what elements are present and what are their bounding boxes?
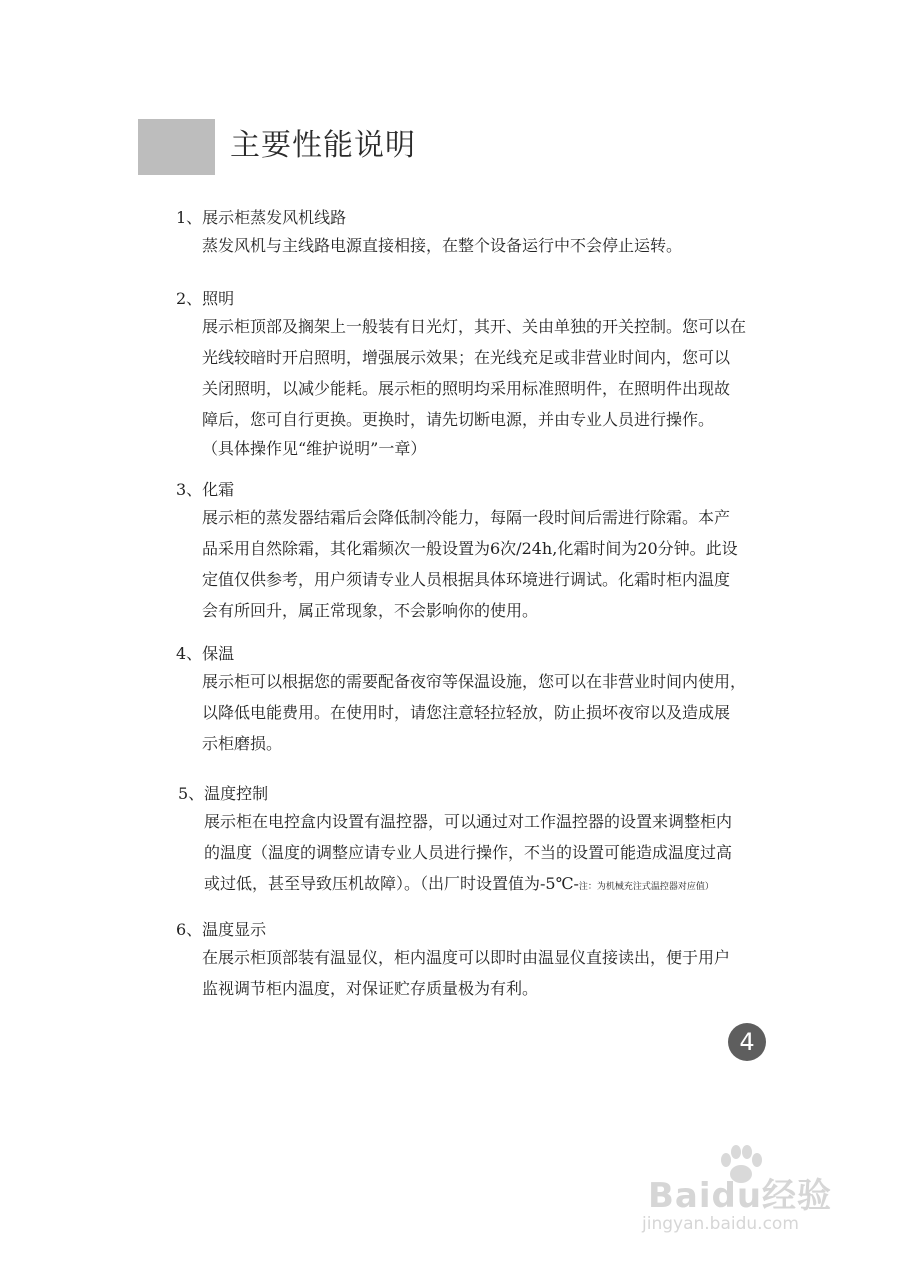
page-number-badge: 4 xyxy=(728,1023,766,1061)
watermark-brand: Baidu经验 xyxy=(648,1176,833,1216)
section-lighting xyxy=(176,287,776,462)
section-defrost xyxy=(176,478,776,626)
factory-setting-note: 注：为机械充注式温控器对应值） xyxy=(578,882,714,892)
section-line: 定值仅供参考，用户须请专业人员根据具体环境进行调试。化霜时柜内温度 xyxy=(202,570,731,589)
section-line: 蒸发风机与主线路电源直接相接，在整个设备运行中不会停止运转。 xyxy=(202,236,683,255)
section-heading: 3、化霜 xyxy=(176,480,235,499)
section-temperature-display xyxy=(176,918,776,1004)
section-line: 会有所回升，属正常现象，不会影响你的使用。 xyxy=(202,601,539,620)
section-evaporator-fan xyxy=(176,206,776,261)
section-line: 展示柜在电控盒内设置有温控器，可以通过对工作温控器的设置来调整柜内 xyxy=(204,812,733,831)
section-line: 展示柜可以根据您的需要配备夜帘等保温设施，您可以在非营业时间内使用， xyxy=(202,672,747,691)
section-heading: 6、温度显示 xyxy=(176,920,267,939)
section-line: 监视调节柜内温度，对保证贮存质量极为有利。 xyxy=(202,979,539,998)
section-line: 品采用自然除霜，其化霜频次一般设置为6次/24h,化霜时间为20分钟。此设 xyxy=(202,539,738,558)
section-line: 以降低电能费用。在使用时，请您注意轻拉轻放，防止损坏夜帘以及造成展 xyxy=(202,703,731,722)
section-heading: 5、温度控制 xyxy=(178,784,269,803)
section-line: 在展示柜顶部装有温显仪，柜内温度可以即时由温显仪直接读出，便于用户 xyxy=(202,948,731,967)
section-insulation xyxy=(176,642,776,759)
section-line: 光线较暗时开启照明，增强展示效果；在光线充足或非营业时间内，您可以 xyxy=(202,348,731,367)
page-title: 主要性能说明 xyxy=(230,128,416,163)
section-line: 示柜磨损。 xyxy=(202,734,283,753)
section-line: 的温度（温度的调整应请专业人员进行操作，不当的设置可能造成温度过高 xyxy=(204,843,733,862)
section-line xyxy=(204,868,778,903)
section-heading: 2、照明 xyxy=(176,289,235,308)
section-heading: 1、展示柜蒸发风机线路 xyxy=(176,208,347,227)
section-line: 障后，您可自行更换。更换时，请先切断电源，并由专业人员进行操作。 xyxy=(202,410,715,429)
baidu-jingyan-watermark xyxy=(642,1140,862,1240)
watermark-url: jingyan.baidu.com xyxy=(642,1214,799,1234)
section-temperature-control xyxy=(178,782,778,903)
section-line: 展示柜顶部及搁架上一般装有日光灯，其开、关由单独的开关控制。您可以在 xyxy=(202,317,747,336)
section-line: （具体操作见“维护说明”一章） xyxy=(202,439,427,458)
factory-setting-text: 或过低，甚至导致压机故障）。（出厂时设置值为-5℃- xyxy=(204,874,579,893)
section-line: 展示柜的蒸发器结霜后会降低制冷能力，每隔一段时间后需进行除霜。本产 xyxy=(202,508,731,527)
section-heading: 4、保温 xyxy=(176,644,235,663)
title-accent-block xyxy=(138,119,215,175)
section-line: 关闭照明，以减少能耗。展示柜的照明均采用标准照明件，在照明件出现故 xyxy=(202,379,731,398)
